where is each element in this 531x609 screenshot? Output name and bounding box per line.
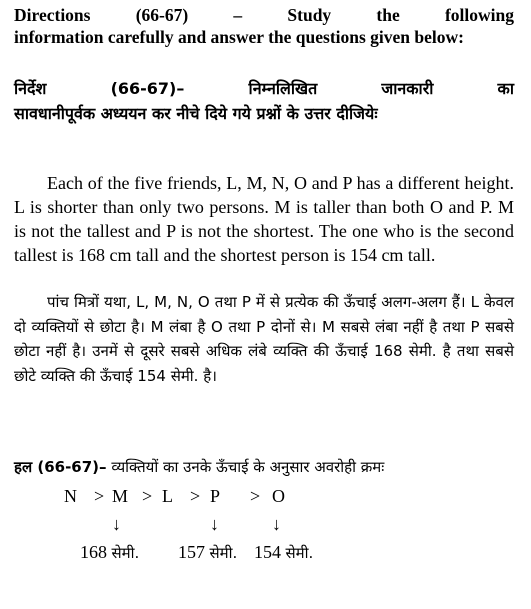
directions-english: information carefully and answer the questions given below: [14,27,464,47]
down-arrow-icon: ↓ [272,514,281,534]
height-values [14,542,514,568]
order-person: O [272,486,285,506]
order-person: M [112,486,129,506]
order-sign: > [250,486,261,506]
solution-heading [14,457,514,477]
solution-label: हल (66-67)– [14,458,107,476]
paragraph-english: Each of the five friends, L, M, N, O and P has a different height. L is shorter than only two persons. M is taller than both O and P. M is not the tallest and P is not the shortest. The one who is the second tallest is 168 cm tall and the shortest person is 154 cm tall. [14,173,514,265]
value-arrows [14,514,514,540]
height-value: 168 सेमी. [80,542,140,562]
order-sign: > [94,486,105,506]
order-person: N [64,486,77,506]
order-person: L [162,486,173,506]
solution-text: व्यक्तियों का उनके ऊँचाई के अनुसार अवरोही क्रमः [111,458,385,476]
directions-english-line1: Directions (66-67) – Study the following [14,5,514,25]
down-arrow-icon: ↓ [112,514,121,534]
down-arrow-icon: ↓ [210,514,219,534]
height-value: 157 सेमी. [178,542,238,562]
paragraph-hindi: पांच मित्रों यथा, L, M, N, O तथा P में से प्रत्येक की ऊँचाई अलग-अलग हैं। L केवल दो व्यक्तियों से छोटा है। M लंबा है O तथा P दोनों से। M सबसे लंबा नहीं है तथा P सबसे छोटा नहीं है। उनमें से दूसरे सबसे अधिक लंबे व्यक्ति की ऊँचाई 168 सेमी. है तथा सबसे छोटे व्यक्ति की ऊँचाई 154 सेमी. है। [14,293,514,385]
directions-hindi-line1: निर्देश (66-67)– निम्नलिखित जानकारी का [14,79,514,98]
height-order [14,486,514,512]
order-sign: > [190,486,201,506]
height-value: 154 सेमी. [254,542,314,562]
directions-hindi: सावधानीपूर्वक अध्ययन कर नीचे दिये गये प्रश्नों के उत्तर दीजियेः [14,104,378,123]
order-person: P [210,486,221,506]
order-sign: > [142,486,153,506]
